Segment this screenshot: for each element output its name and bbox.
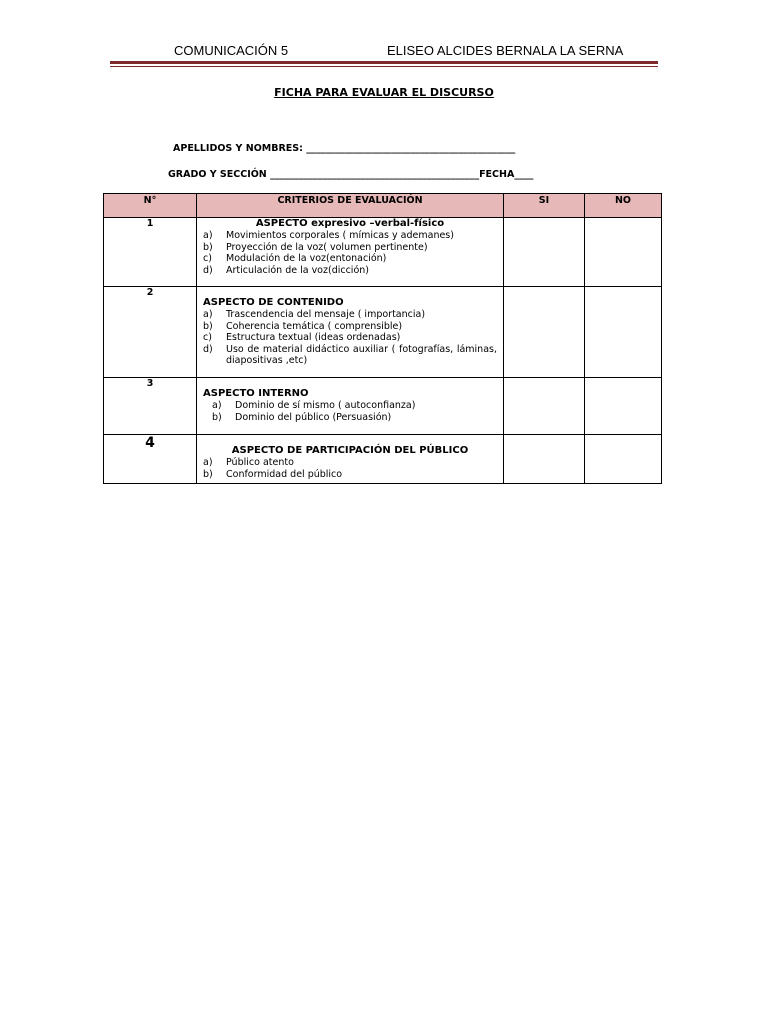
si-checkbox-cell[interactable] [504, 287, 585, 378]
header-cell-no: NO [585, 194, 662, 218]
header-cell-criteria: CRITERIOS DE EVALUACIÓN [197, 194, 504, 218]
evaluation-table [103, 193, 662, 484]
list-item: a) Trascendencia del mensaje ( importancia) [203, 309, 426, 320]
header-cell-number: N° [104, 194, 197, 218]
criteria-cell [197, 378, 504, 435]
criteria-cell [197, 435, 504, 484]
criteria-list [203, 457, 497, 480]
list-item: b) Dominio del público (Persuasión) [212, 411, 392, 423]
si-checkbox-cell[interactable] [504, 378, 585, 435]
criteria-list [203, 230, 497, 276]
aspect-title: ASPECTO expresivo –verbal-físico [255, 218, 445, 229]
list-item: a) Público atento [203, 457, 294, 468]
row-number: 4 [104, 435, 197, 484]
row-number: 3 [104, 378, 197, 435]
list-item: c) Estructura textual (ideas ordenadas) [203, 332, 401, 343]
table-row [104, 435, 662, 484]
list-item: c) Modulación de la voz(entonación) [203, 253, 387, 264]
list-item: a) Dominio de sí mismo ( autoconfianza) [212, 400, 416, 411]
list-item: b) Proyección de la voz( volumen pertinente) [203, 241, 428, 253]
row-number: 2 [104, 287, 197, 378]
no-checkbox-cell[interactable] [585, 218, 662, 287]
table-row [104, 287, 662, 378]
list-item: d) Articulación de la voz(dicción) [203, 264, 369, 276]
field-apellidos-nombres: APELLIDOS Y NOMBRES: ____________________________________________ [173, 143, 516, 154]
header-author: ELISEO ALCIDES BERNALA LA SERNA [387, 43, 624, 58]
document-title: FICHA PARA EVALUAR EL DISCURSO [274, 86, 494, 99]
header-course: COMUNICACIÓN 5 [174, 43, 289, 58]
si-checkbox-cell[interactable] [504, 218, 585, 287]
aspect-title: ASPECTO DE CONTENIDO [203, 297, 344, 308]
row-number: 1 [104, 218, 197, 287]
criteria-cell [197, 218, 504, 287]
header-rule-thick [110, 61, 658, 64]
table-row [104, 378, 662, 435]
header-cell-si: SI [504, 194, 585, 218]
criteria-list [203, 400, 497, 423]
no-checkbox-cell[interactable] [585, 378, 662, 435]
table-row [104, 218, 662, 287]
table-header-row [104, 194, 662, 218]
criteria-cell [197, 287, 504, 378]
no-checkbox-cell[interactable] [585, 435, 662, 484]
aspect-title: ASPECTO INTERNO [203, 388, 309, 399]
list-item: b) Conformidad del público [203, 468, 343, 480]
si-checkbox-cell[interactable] [504, 435, 585, 484]
header-rule-thin [110, 66, 658, 67]
list-item: d) Uso de material didáctico auxiliar ( fotografías, láminas, diapositivas ,etc) [203, 343, 497, 366]
list-item: a) Movimientos corporales ( mímicas y ademanes) [203, 230, 454, 241]
field-grado-seccion-fecha: GRADO Y SECCIÓN ____________________________________________FECHA____ [168, 169, 534, 180]
aspect-title: ASPECTO DE PARTICIPACIÓN DEL PÚBLICO [231, 445, 469, 456]
list-item: b) Coherencia temática ( comprensible) [203, 320, 403, 332]
no-checkbox-cell[interactable] [585, 287, 662, 378]
criteria-list [203, 309, 497, 367]
